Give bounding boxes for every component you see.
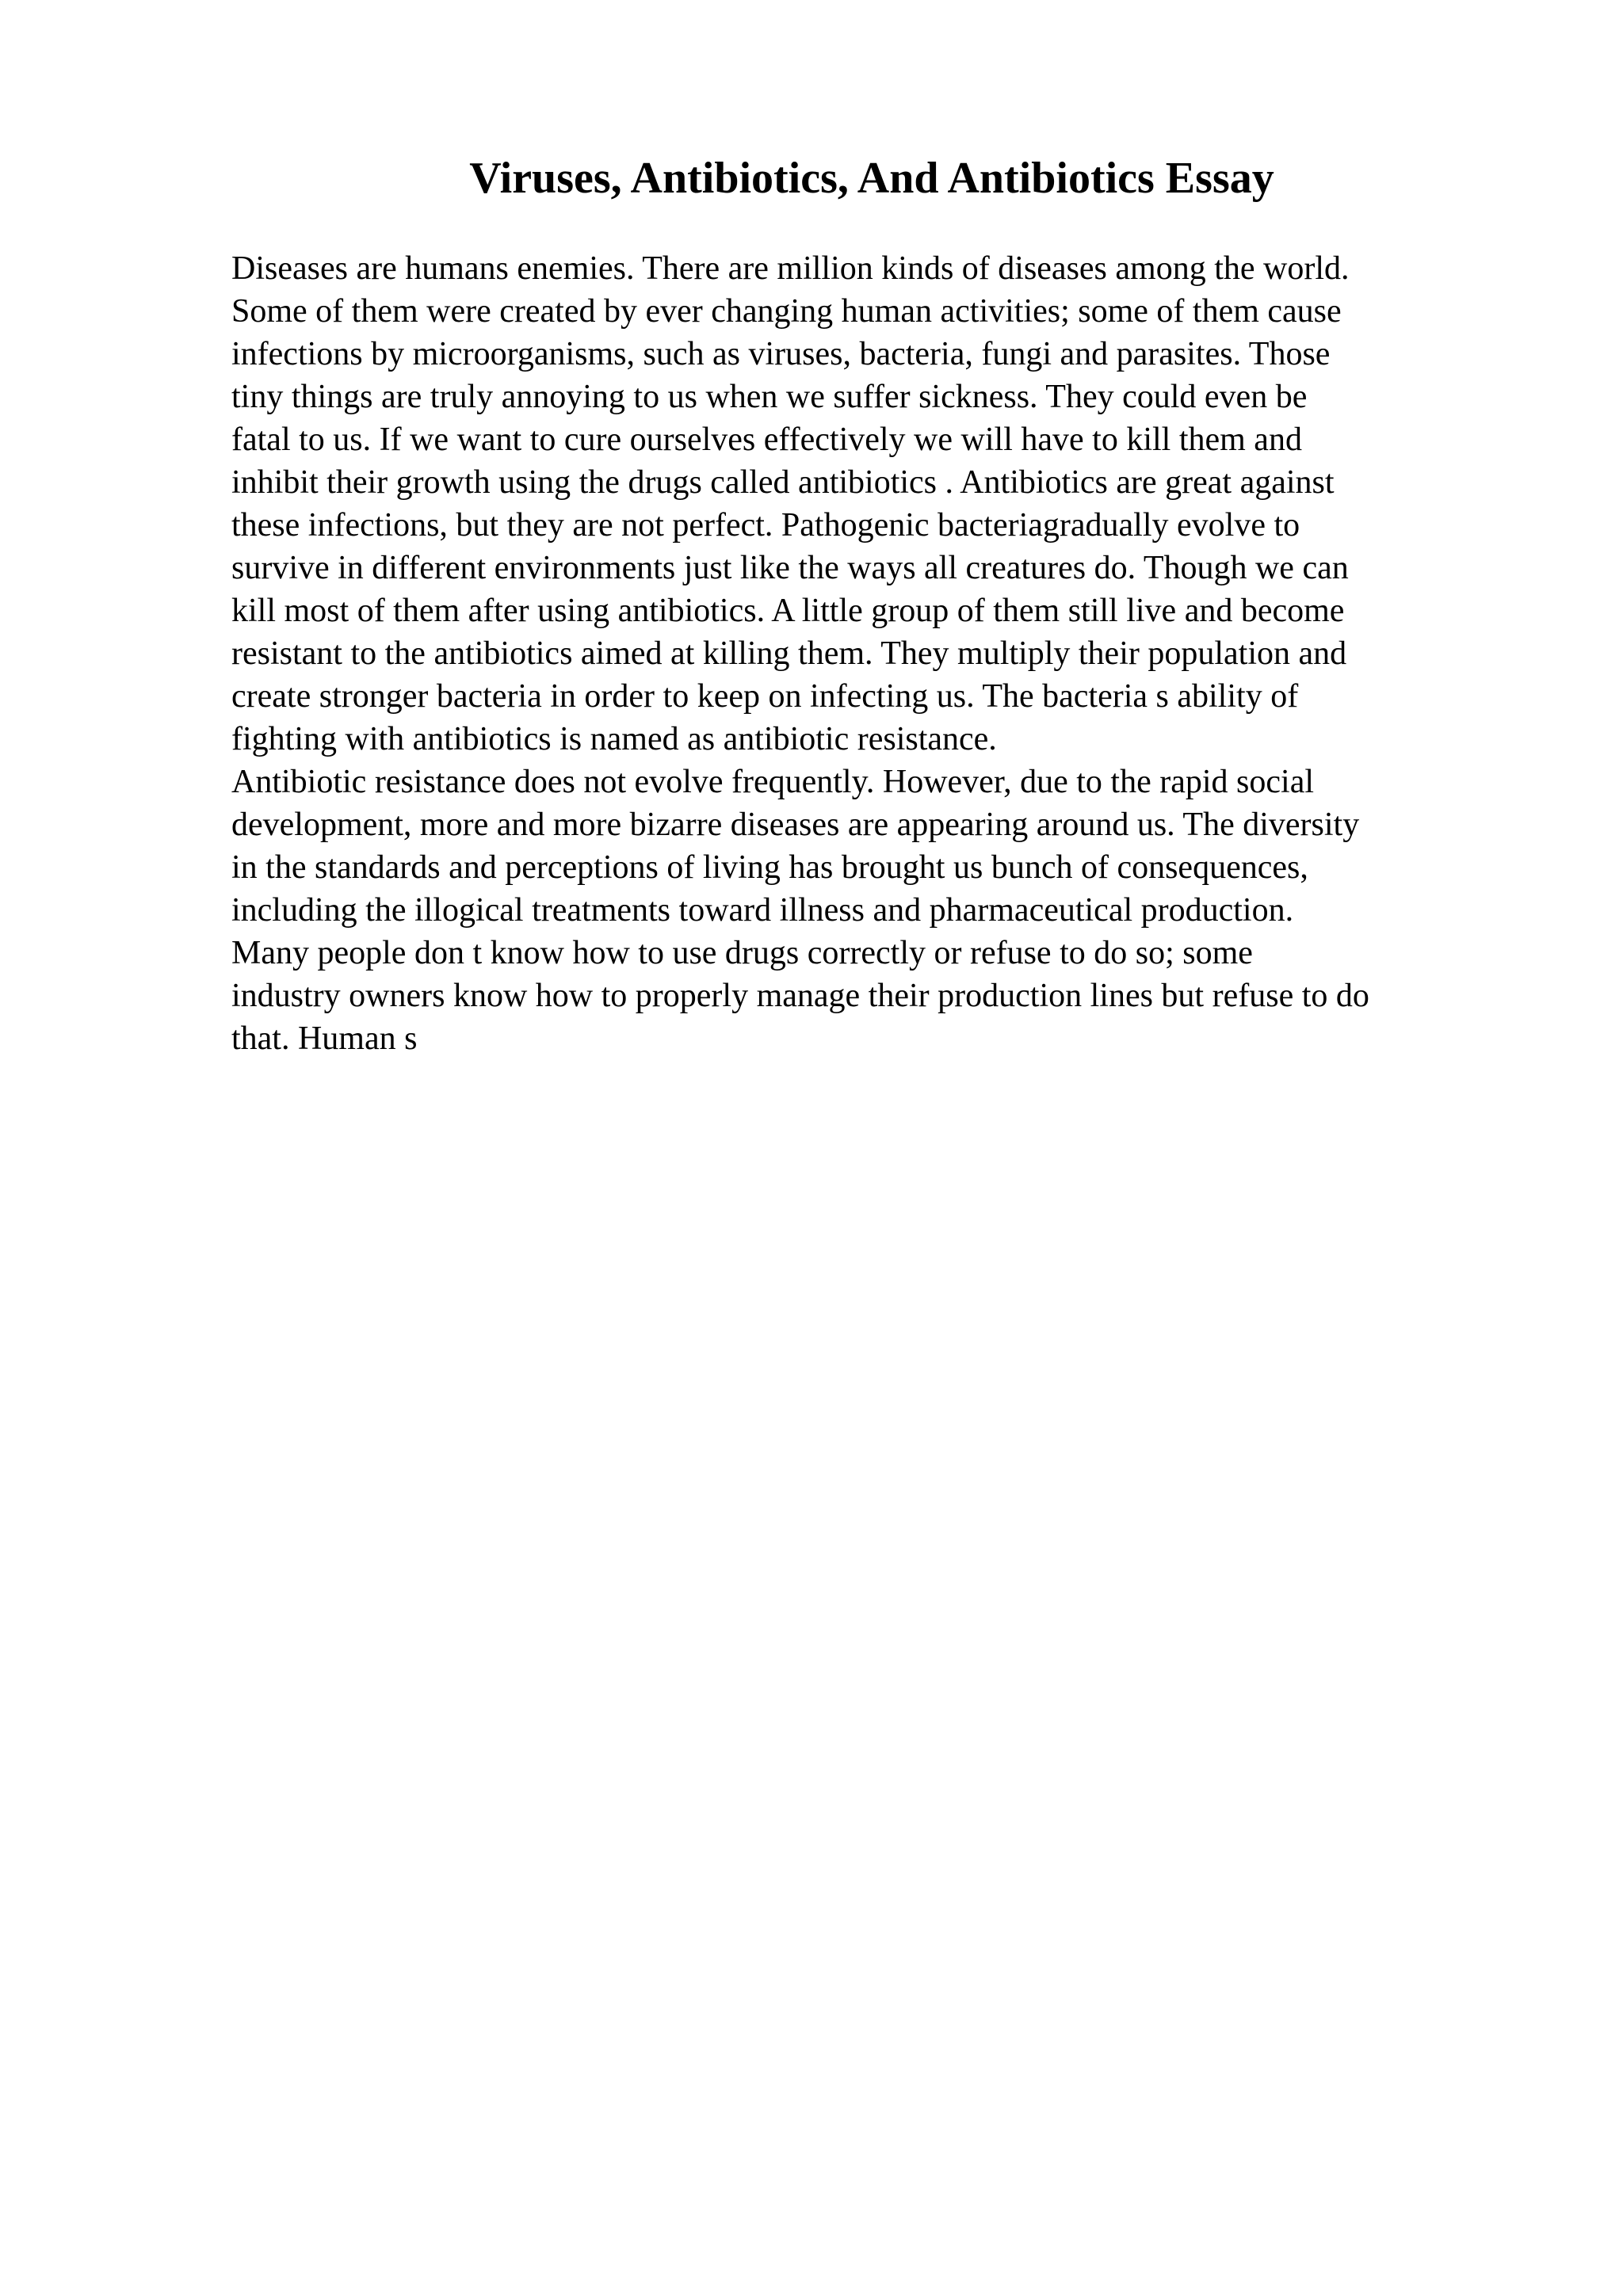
text-line: kill most of them after using antibiotics. A little group of them still live and become — [231, 593, 1345, 629]
document-title: Viruses, Antibiotics, And Antibiotics Essay — [469, 154, 1274, 203]
text-line: fatal to us. If we want to cure ourselves effectively we will have to kill them and — [231, 421, 1302, 458]
text-line: tiny things are truly annoying to us when we suffer sickness. They could even be — [231, 379, 1308, 415]
text-line: industry owners know how to properly manage their production lines but refuse to do — [231, 978, 1369, 1014]
text-line: resistant to the antibiotics aimed at killing them. They multiply their population and — [231, 635, 1347, 672]
text-line: these infections, but they are not perfect. Pathogenic bacteriagradually evolve to — [231, 507, 1300, 543]
text-line: that. Human s — [231, 1020, 418, 1057]
text-line: including the illogical treatments toward illness and pharmaceutical production. — [231, 892, 1294, 929]
text-line: in the standards and perceptions of living has brought us bunch of consequences, — [231, 849, 1308, 886]
text-line: Some of them were created by ever changing human activities; some of them cause — [231, 293, 1342, 330]
text-line: Antibiotic resistance does not evolve frequently. However, due to the rapid social — [231, 764, 1315, 800]
text-line: Diseases are humans enemies. There are million kinds of diseases among the world. — [231, 250, 1350, 287]
text-line: infections by microorganisms, such as viruses, bacteria, fungi and parasites. Those — [231, 336, 1331, 372]
text-line: Many people don t know how to use drugs correctly or refuse to do so; some — [231, 935, 1253, 971]
text-line: development, more and more bizarre diseases are appearing around us. The diversity — [231, 807, 1360, 843]
text-line: fighting with antibiotics is named as antibiotic resistance. — [231, 721, 997, 757]
essay-body — [231, 247, 1594, 1060]
text-line: inhibit their growth using the drugs called antibiotics . Antibiotics are great against — [231, 464, 1335, 501]
text-line: create stronger bacteria in order to keep on infecting us. The bacteria s ability of — [231, 678, 1299, 715]
text-line: survive in different environments just like the ways all creatures do. Though we can — [231, 550, 1349, 586]
